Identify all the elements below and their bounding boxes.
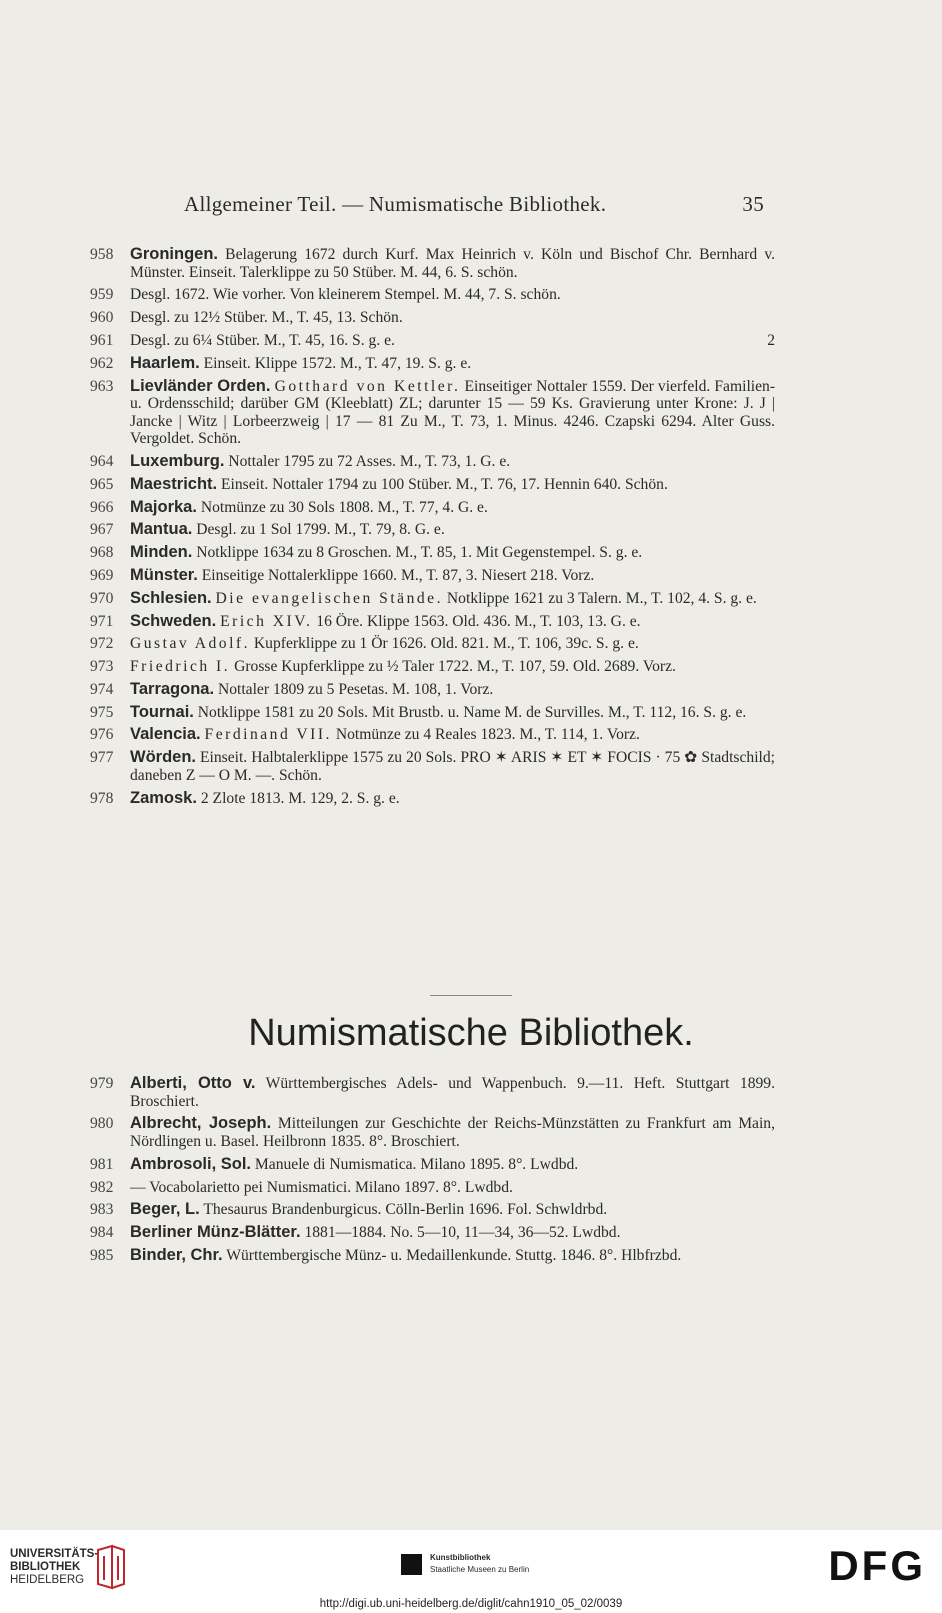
lot-text: Württembergisches Adels- und Wappenbuch. 9.—11. Heft. Stuttgart 1899. Broschiert. xyxy=(130,1075,775,1110)
lot-entry xyxy=(90,332,775,350)
lot-number: 963 xyxy=(90,377,114,395)
lot-entry xyxy=(90,453,775,471)
lot-text: Einseit. Halbtalerklippe 1575 zu 20 Sols. PRO ✶ ARIS ✶ ET ✶ FOCIS · 75 ✿ Stadtschild; daneben Z — O M. —. Schön. xyxy=(130,749,776,784)
lot-entry xyxy=(90,521,775,539)
lot-entry xyxy=(90,567,775,585)
lot-number: 985 xyxy=(90,1246,114,1264)
lot-entry xyxy=(90,246,775,281)
lot-entry xyxy=(90,499,775,517)
lot-heading: Wörden. xyxy=(130,748,196,767)
lot-text: Desgl. 1672. Wie vorher. Von kleinerem Stempel. M. 44, 7. S. schön. xyxy=(130,286,561,304)
lot-number: 983 xyxy=(90,1201,114,1219)
section-divider xyxy=(430,995,512,996)
lot-description xyxy=(130,309,775,327)
lot-list-bibliography xyxy=(90,1075,775,1270)
lot-entry xyxy=(90,378,775,448)
lot-entry xyxy=(90,1075,775,1110)
lot-description xyxy=(130,613,775,631)
kunstbibliothek-label: Kunstbibliothek Staatliche Museen zu Berlin xyxy=(430,1553,530,1574)
lot-heading: Schweden. xyxy=(130,611,217,630)
lot-text: Desgl. zu 6¼ Stüber. M., T. 45, 16. S. g. e. xyxy=(130,331,395,349)
lot-heading: Haarlem. xyxy=(130,353,200,372)
lot-text: Desgl. zu 1 Sol 1799. M., T. 79, 8. G. e. xyxy=(196,521,445,539)
lot-number: 971 xyxy=(90,612,114,630)
header-title: Allgemeiner Teil. — Numismatische Bibliothek. xyxy=(184,192,607,216)
lot-entry xyxy=(90,1156,775,1174)
kunstbibliothek-icon xyxy=(401,1554,422,1575)
lot-number: 959 xyxy=(90,286,114,304)
lot-description xyxy=(130,1115,775,1150)
lot-text: 2 Zlote 1813. M. 129, 2. S. g. e. xyxy=(200,789,400,807)
lot-description xyxy=(130,1156,775,1174)
lot-heading: Schlesien. xyxy=(130,588,212,607)
lot-number: 981 xyxy=(90,1155,114,1173)
lot-description xyxy=(130,521,775,539)
lot-entry xyxy=(90,1247,775,1265)
lot-text: Einseit. Nottaler 1794 zu 100 Stüber. M., T. 76, 17. Hennin 640. Schön. xyxy=(221,475,668,493)
lot-description xyxy=(130,476,775,494)
lot-entry xyxy=(90,590,775,608)
lot-entry xyxy=(90,1115,775,1150)
lot-entry xyxy=(90,1179,775,1197)
lot-text: Manuele di Numismatica. Milano 1895. 8°. Lwdbd. xyxy=(254,1155,579,1173)
lot-number: 965 xyxy=(90,475,114,493)
lot-number: 977 xyxy=(90,749,114,767)
lot-heading: Tournai. xyxy=(130,702,194,721)
lot-description xyxy=(130,658,775,676)
lot-heading: Berliner Münz-Blätter. xyxy=(130,1223,301,1242)
lot-heading: Minden. xyxy=(130,543,193,562)
lot-number: 978 xyxy=(90,789,114,807)
lot-number: 966 xyxy=(90,498,114,516)
lot-heading: Luxemburg. xyxy=(130,452,225,471)
lot-description xyxy=(130,1179,775,1197)
lot-heading: Albrecht, Joseph. xyxy=(130,1114,272,1133)
lot-ruler: Gustav Adolf. xyxy=(130,635,250,653)
lot-text: 16 Öre. Klippe 1563. Old. 436. M., T. 103, 13. G. e. xyxy=(316,612,641,630)
lot-description xyxy=(130,590,775,608)
lot-text: Einseitiger Nottaler 1559. Der vierfeld. Familien- u. Ordensschild; darüber GM (Kleeblatt) ZL; darunter 15 — 59 Ks. Gravierung unter Krone: J. J | Jancke | Witz | Lorbeerzweig | 17 — 81 Zu M., T. 73, 1. Minus. 4246. Czapski 6294. Alter Guss. Vergoldet. Schön. xyxy=(130,377,776,448)
lot-text: Belagerung 1672 durch Kurf. Max Heinrich v. Köln und Bischof Chr. Bernhard v. Münster. Einseit. Talerklippe zu 50 Stüber. M. 44, 6. S. schön. xyxy=(130,246,776,281)
lot-text: Einseitige Nottalerklippe 1660. M., T. 87, 3. Niesert 218. Vorz. xyxy=(201,566,595,584)
lot-text: Nottaler 1809 zu 5 Pesetas. M. 108, 1. Vorz. xyxy=(217,680,494,698)
lot-heading: Lievländer Orden. xyxy=(130,376,271,395)
lot-number: 984 xyxy=(90,1224,114,1242)
lot-description xyxy=(130,355,775,373)
lot-text: Notmünze zu 4 Reales 1823. M., T. 114, 1. Vorz. xyxy=(335,726,640,744)
lot-ruler: Ferdinand VII. xyxy=(204,726,332,744)
lot-heading: Alberti, Otto v. xyxy=(130,1074,256,1092)
lot-entry xyxy=(90,726,775,744)
lot-ruler: Die evangelischen Stände. xyxy=(215,589,444,607)
lot-heading: Tarragona. xyxy=(130,679,215,698)
ub-heidelberg-icon xyxy=(94,1544,128,1590)
lot-description xyxy=(130,1201,775,1219)
lot-number: 960 xyxy=(90,309,114,327)
lot-description xyxy=(130,704,775,722)
lot-description xyxy=(130,499,775,517)
footer-bar xyxy=(0,1530,942,1613)
lot-number: 970 xyxy=(90,589,114,607)
lot-number: 975 xyxy=(90,703,114,721)
lot-number: 980 xyxy=(90,1115,114,1133)
lot-text: Notklippe 1621 zu 3 Talern. M., T. 102, 4. S. g. e. xyxy=(446,589,757,607)
lot-number: 973 xyxy=(90,658,114,676)
lot-text: Notklippe 1581 zu 20 Sols. Mit Brustb. u. Name M. de Survilles. M., T. 112, 16. S. g. e. xyxy=(197,703,747,721)
lot-heading: Binder, Chr. xyxy=(130,1245,223,1264)
lot-heading: Majorka. xyxy=(130,497,197,516)
lot-number: 972 xyxy=(90,635,114,653)
lot-number: 968 xyxy=(90,544,114,562)
lot-entry xyxy=(90,544,775,562)
lot-entry xyxy=(90,658,775,676)
lot-heading: Beger, L. xyxy=(130,1200,200,1219)
page-number: 35 xyxy=(742,192,764,216)
lot-text: Notklippe 1634 zu 8 Groschen. M., T. 85, 1. Mit Gegenstempel. S. g. e. xyxy=(196,544,643,562)
lot-description xyxy=(130,1224,775,1242)
lot-ruler: Gotthard von Kettler. xyxy=(274,377,461,395)
lot-ruler: Erich XIV. xyxy=(220,612,313,630)
lot-heading: Mantua. xyxy=(130,520,193,539)
lot-description xyxy=(130,1247,775,1265)
lot-text: Thesaurus Brandenburgicus. Cölln-Berlin 1696. Fol. Schwldrbd. xyxy=(203,1201,608,1219)
lot-description xyxy=(130,790,775,808)
lot-entry xyxy=(90,1224,775,1242)
lot-entry xyxy=(90,613,775,631)
lot-entry xyxy=(90,790,775,808)
running-header xyxy=(184,192,764,217)
lot-description xyxy=(130,246,775,281)
lot-heading: Valencia. xyxy=(130,725,201,744)
lot-description xyxy=(130,286,775,304)
lot-number: 976 xyxy=(90,726,114,744)
lot-entry xyxy=(90,681,775,699)
lot-description xyxy=(130,749,775,784)
lot-entry xyxy=(90,749,775,784)
lot-entry xyxy=(90,309,775,327)
dfg-logo: DFG xyxy=(828,1542,926,1589)
lot-description xyxy=(130,332,775,350)
lot-number: 962 xyxy=(90,354,114,372)
lot-number: 982 xyxy=(90,1178,114,1196)
lot-description xyxy=(130,1075,775,1110)
lot-entry xyxy=(90,1201,775,1219)
lot-heading: Münster. xyxy=(130,565,198,584)
lot-entry xyxy=(90,355,775,373)
lot-number: 958 xyxy=(90,246,114,263)
lot-entry xyxy=(90,635,775,653)
lot-description xyxy=(130,567,775,585)
lot-text: Grosse Kupferklippe zu ½ Taler 1722. M., T. 107, 59. Old. 2689. Vorz. xyxy=(234,658,676,676)
lot-number: 974 xyxy=(90,680,114,698)
lot-description xyxy=(130,681,775,699)
lot-description xyxy=(130,453,775,471)
lot-text: Mitteilungen zur Geschichte der Reichs-Münzstätten zu Frankfurt am Main, Nördlingen u. Basel. Heilbronn 1835. 8°. Broschiert. xyxy=(130,1115,776,1150)
lot-ruler: Friedrich I. xyxy=(130,658,231,676)
lot-heading: Maestricht. xyxy=(130,474,218,493)
lot-entry xyxy=(90,704,775,722)
section-title: Numismatische Bibliothek. xyxy=(248,1012,694,1054)
lot-heading: Zamosk. xyxy=(130,788,197,807)
lot-text: Einseit. Klippe 1572. M., T. 47, 19. S. g. e. xyxy=(203,354,472,372)
lot-text: Kupferklippe zu 1 Ör 1626. Old. 821. M., T. 106, 39c. S. g. e. xyxy=(253,635,639,653)
lot-description xyxy=(130,378,775,448)
lot-text: — Vocabolarietto pei Numismatici. Milano 1897. 8°. Lwdbd. xyxy=(130,1178,513,1196)
lot-description xyxy=(130,544,775,562)
lot-number: 964 xyxy=(90,453,114,471)
lot-text: Notmünze zu 30 Sols 1808. M., T. 77, 4. G. e. xyxy=(200,498,488,516)
lot-number: 961 xyxy=(90,331,114,349)
lot-number: 979 xyxy=(90,1075,114,1092)
lot-description xyxy=(130,635,775,653)
lot-number: 969 xyxy=(90,566,114,584)
lot-list-top xyxy=(90,246,775,812)
lot-heading: Ambrosoli, Sol. xyxy=(130,1154,252,1173)
lot-description xyxy=(130,726,775,744)
lot-text: Württembergische Münz- u. Medaillenkunde. Stuttg. 1846. 8°. Hlbfrzbd. xyxy=(226,1246,682,1264)
lot-heading: Groningen. xyxy=(130,245,218,263)
lot-entry xyxy=(90,286,775,304)
lot-text: 1881—1884. No. 5—10, 11—34, 36—52. Lwdbd. xyxy=(304,1224,621,1242)
lot-entry xyxy=(90,476,775,494)
ub-heidelberg-logo-text[interactable]: UNIVERSITÄTS- BIBLIOTHEK HEIDELBERG xyxy=(10,1548,99,1586)
lot-price: 2 xyxy=(767,331,775,349)
lot-number: 967 xyxy=(90,521,114,539)
permalink-url[interactable]: http://digi.ub.uni-heidelberg.de/diglit/cahn1910_05_02/0039 xyxy=(319,1598,623,1610)
lot-text: Desgl. zu 12½ Stüber. M., T. 45, 13. Schön. xyxy=(130,309,403,327)
lot-text: Nottaler 1795 zu 72 Asses. M., T. 73, 1. G. e. xyxy=(228,453,511,471)
